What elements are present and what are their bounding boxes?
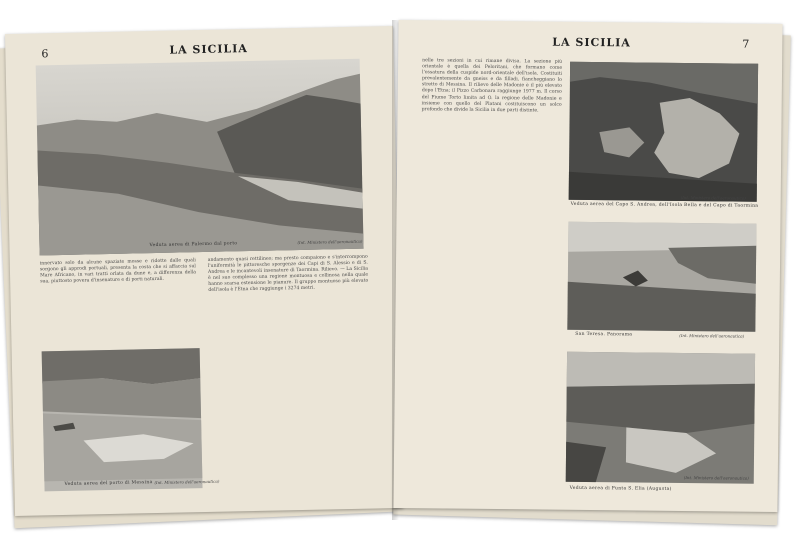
right-page [393,20,782,512]
page-number: 7 [742,37,750,51]
text-column [418,58,563,495]
photo-san-teresa-image [567,222,756,332]
photo-credit: (Int. Ministero dell'aeronautica) [680,194,746,201]
text-column-1 [40,258,198,347]
left-page [5,26,403,516]
body-text: nelle tre sezioni in cui rimane divisa. La sezione più orientale è quella dei Peloritani, che formano come l'ossatura della cuspide nord-orientale dell'isola. Costituiti prevalentemente da gneiss e da filladi, fiancheggiano lo stretto di Messina. Il rilievo delle Madonie è il più elevato dopo l'Etna; il Pizzo Carbonara raggiunge 1977 m. Il corso del Fiume Torto limita ad O. la regione delle Madonie e insieme con quello del Platani costituiscono un solco profondo che divide la Sicilia in due parti distinte. [421,58,563,114]
photo-punta-s-elia [566,352,755,496]
photo-messina [42,348,220,491]
photo-caption: Veduta aerea di Palermo dal porto [149,241,238,249]
photo-palermo-image [36,59,364,256]
photo-caption: Veduta aerea di Punta S. Elia (Augusta) [569,485,672,492]
text-column-2 [208,255,373,490]
body-text: andamento quasi rettilineo; ma presto compaiono e s'interrompono l'uniformità le pittoresche sporgenze dei Capi di S. Alessio e di S. Andrea e le incantevoli insenature di Taormina. Rilievo. — La Sicilia è nel suo complesso una regione montuosa e collinosa nella quale hanno scarsa estensione le pianure. Il gruppo montuoso più elevato dell'isola è l'Etna che raggiunge i 3274 metri. [207,254,369,294]
photo-capo-s-andrea [569,62,759,212]
photo-credit: (Int. Ministero dell'aeronautica) [297,238,363,246]
photo-caption: Veduta aerea del porto di Messina [64,480,153,487]
page-number: 6 [41,47,49,61]
photo-credit: (Int. Ministero dell'aeronautica) [154,478,220,486]
photo-palermo [36,59,364,256]
photo-credit: (Int. Ministero dell'aeronautica) [683,475,749,481]
body-text: innervato solo da alcune spaziate mosse e ridotte dalle quali sorgono gli approdi portuali, presenta la costa che si affaccia sul Mare Africano, in vari tratti orlata da dune e, a differenza della sua, piuttosto povera d'insenature e di porti naturali. [39,258,197,285]
photo-caption: Veduta aerea del Capo S. Andrea, dell'Isola Bella e del Capo di Taormina [570,201,759,209]
photo-messina-image [42,348,203,491]
photo-capo-image [569,62,758,202]
running-title: LA SICILIA [169,42,249,57]
photo-caption: San Teresa. Panorama [575,331,633,338]
photo-credit: (Int. Ministero dell'aeronautica) [679,332,745,339]
running-title: LA SICILIA [552,35,631,50]
photo-san-teresa [567,222,756,342]
photo-punta-image [566,352,755,484]
